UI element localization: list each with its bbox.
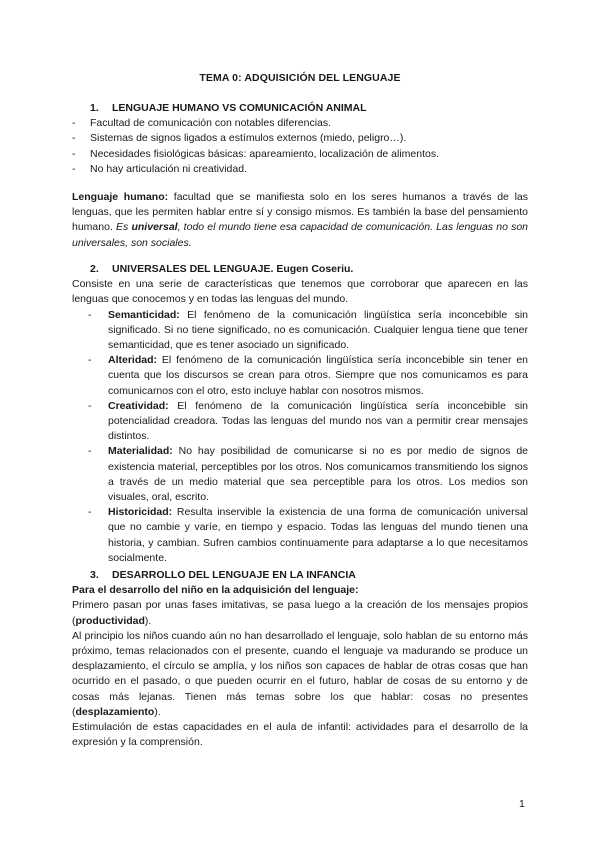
human-language-label: Lenguaje humano: bbox=[72, 191, 169, 203]
universal-item-alteridad bbox=[72, 353, 528, 399]
p1-text: Primero pasan por unas fases imitativas, se pasa luego a la creación de los mensajes propios ( bbox=[72, 599, 528, 627]
item-text: El fenómeno de la comunicación lingüística sería inconcebible sin significado. Si no tiene significado, no es comunicación. Cualquier lengua tiene que tener semanticidad, que es tener asociado un significado. bbox=[108, 308, 528, 352]
item-label: Semanticidad: bbox=[108, 308, 180, 321]
desplazamiento-term: desplazamiento bbox=[75, 705, 155, 718]
section-2-number: 2. bbox=[90, 263, 99, 275]
universal-prefix: Es bbox=[116, 221, 132, 234]
section-1-title: LENGUAJE HUMANO VS COMUNICACIÓN ANIMAL bbox=[112, 102, 367, 114]
human-language-text: facultad que se manifiesta solo en los seres humanos a través de las lenguas, que les permiten hablar entre sí y consigo mismos. Es también la base del pensamiento humano. bbox=[72, 191, 528, 234]
p2-end: ). bbox=[154, 705, 161, 718]
universal-text: , todo el mundo tiene esa capacidad de comunicación. Las lenguas no son universales, son sociales. bbox=[72, 221, 529, 249]
human-language-paragraph bbox=[72, 190, 528, 251]
page-title: TEMA 0: ADQUISICIÓN DEL LENGUAJE bbox=[199, 72, 401, 84]
productividad-term: productividad bbox=[75, 614, 145, 627]
universals-list bbox=[72, 308, 528, 566]
subheading-text: Para el desarrollo del niño en la adquisición del lenguaje: bbox=[72, 584, 359, 597]
section-3-paragraph-2 bbox=[72, 629, 528, 720]
list-item: - No hay articulación ni creatividad. bbox=[72, 162, 528, 177]
universal-item-semanticidad bbox=[72, 308, 528, 354]
section-1 bbox=[72, 101, 528, 177]
item-label: Materialidad: bbox=[108, 445, 173, 458]
section-3-subheading bbox=[72, 583, 528, 598]
list-item: - Facultad de comunicación con notables diferencias. bbox=[72, 116, 528, 131]
item-text: Resulta inservible la existencia de una forma de comunicación universal que no cambie y varíe, en tiempo y espacio. Todas las lenguas del mundo tienen una historia, y cambian. Sufren cambios continuamente para adaptarse a lo que necesitamos socialmente. bbox=[108, 506, 528, 564]
universal-item-materialidad bbox=[72, 444, 528, 505]
item-label: Historicidad: bbox=[108, 506, 173, 519]
item-text: El fenómeno de la comunicación lingüística sería inconcebible sin tener en cuenta que los discursos se crean para otros. Siempre que nos comunicamos es para comunicarnos con el otro, esto incluye hablar con nosotros mismos. bbox=[108, 354, 528, 397]
section-3-heading bbox=[72, 568, 528, 583]
section-2-heading bbox=[72, 262, 528, 277]
universal-term: universal bbox=[131, 221, 178, 234]
item-label: Alteridad: bbox=[108, 354, 158, 367]
section-3-number: 3. bbox=[90, 569, 99, 581]
page-number: 1 bbox=[519, 798, 525, 810]
section-2-title: UNIVERSALES DEL LENGUAJE. Eugen Coseriu. bbox=[112, 263, 354, 275]
section-2 bbox=[72, 262, 528, 566]
section-3 bbox=[72, 568, 528, 750]
p2-text: Al principio los niños cuando aún no han desarrollado el lenguaje, solo hablan de su entorno más próximo, temas relacionados con el presente, cuando el lenguaje va madurando se produce un desplazamiento, el círculo se amplía, y los niños son capaces de hablar de otras cosas que han ocurrido en el pasado, o que pueden ocurrir en el futuro, hablar de cosas de su entorno y de cosas más lejanas. Tienen más temas sobre los que hablar: cosas no presentes ( bbox=[72, 629, 528, 718]
p1-end: ). bbox=[144, 614, 152, 627]
list-item: - Necesidades fisiológicas básicas: apareamiento, localización de alimentos. bbox=[72, 147, 528, 162]
section-2-intro: Consiste en una serie de características que tenemos que corroborar que aparecen en las lenguas que conocemos y en todas las lenguas del mundo. bbox=[72, 278, 528, 306]
section-3-paragraph-1 bbox=[72, 598, 528, 628]
item-text: El fenómeno de la comunicación lingüística sería inconcebible sin potencialidad creadora. Todas las lenguas del mundo nos van a permitir crear mensajes distintos. bbox=[108, 399, 528, 443]
section-1-list bbox=[72, 116, 528, 177]
section-1-heading bbox=[72, 101, 528, 116]
section-3-paragraph-3: Estimulación de estas capacidades en el aula de infantil: actividades para el desarrollo de la expresión y la comprensión. bbox=[72, 721, 528, 749]
item-label: Creatividad: bbox=[108, 399, 169, 412]
section-3-title: DESARROLLO DEL LENGUAJE EN LA INFANCIA bbox=[112, 569, 356, 581]
section-1-number: 1. bbox=[90, 102, 99, 114]
universal-item-historicidad bbox=[72, 505, 528, 566]
universal-item-creatividad bbox=[72, 399, 528, 445]
list-item: - Sistemas de signos ligados a estímulos externos (miedo, peligro…). bbox=[72, 131, 528, 146]
item-text: No hay posibilidad de comunicarse si no es por medio de signos de existencia material, perceptibles por los otros. Nos comunicamos transmitiendo los signos a través de un medio material que sea perceptible para los otros. Los medios son visuales, oral, escrito. bbox=[108, 445, 528, 504]
